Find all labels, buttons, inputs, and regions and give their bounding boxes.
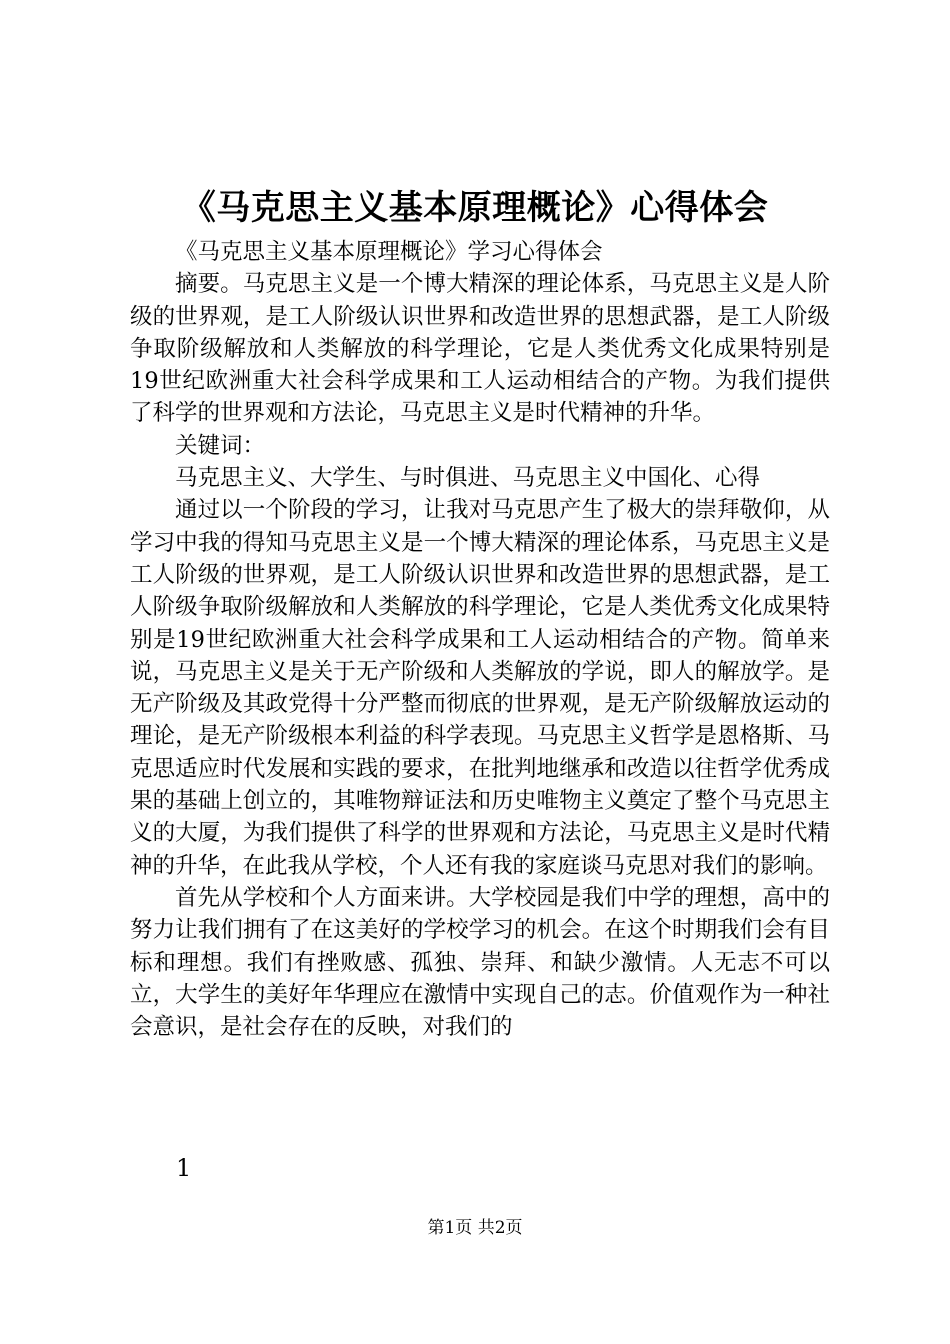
body-paragraph-1: 通过以一个阶段的学习，让我对马克思产生了极大的崇拜敬仰，从学习中我的得知马克思主义是一个博大精深的理论体系，马克思主义是工人阶级的世界观，是工人阶级认识世界和改造世界的思想武器，是工人阶级争取阶级解放和人类解放的科学理论，它是人类优秀文化成果特别是19世纪欧洲重大社会科学成果和工人运动相结合的产物。简单来说，马克思主义是关于无产阶级和人类解放的学说，即人的解放学。是无产阶级及其政党得十分严整而彻底的世界观，是无产阶级解放运动的理论，是无产阶级根本利益的科学表现。马克思主义哲学是恩格斯、马克思适应时代发展和实践的要求，在批判地继承和改造以往哲学优秀成果的基础上创立的，其唯物辩证法和历史唯物主义奠定了整个马克思主义的大厦，为我们提供了科学的世界观和方法论，马克思主义是时代精神的升华，在此我从学校，个人还有我的家庭谈马克思对我们的影响。 [130,497,830,879]
document-body [130,236,830,1043]
keywords-paragraph: 马克思主义、大学生、与时俱进、马克思主义中国化、心得 [175,465,761,492]
page-footer: 第1页 共2页 [427,1218,523,1238]
page-number: 1 [176,1154,192,1182]
body-paragraph-2: 首先从学校和个人方面来讲。大学校园是我们中学的理想，高中的努力让我们拥有了在这美好的学校学习的机会。在这个时期我们会有目标和理想。我们有挫败感、孤独、崇拜、和缺少激情。人无志不可以立，大学生的美好年华理应在激情中实现自己的志。价值观作为一种社会意识，是社会存在的反映，对我们的 [130,884,830,1041]
keywords-label: 关键词： [175,432,266,459]
document-title: 《马克思主义基本原理概论》心得体会 [181,188,769,228]
abstract-paragraph: 摘要。马克思主义是一个博大精深的理论体系，马克思主义是人阶级的世界观，是工人阶级认识世界和改造世界的思想武器，是工人阶级争取阶级解放和人类解放的科学理论，它是人类优秀文化成果特别是19世纪欧洲重大社会科学成果和工人运动相结合的产物。为我们提供了科学的世界观和方法论，马克思主义是时代精神的升华。 [130,271,830,427]
document-subtitle: 《马克思主义基本原理概论》学习心得体会 [175,239,603,265]
